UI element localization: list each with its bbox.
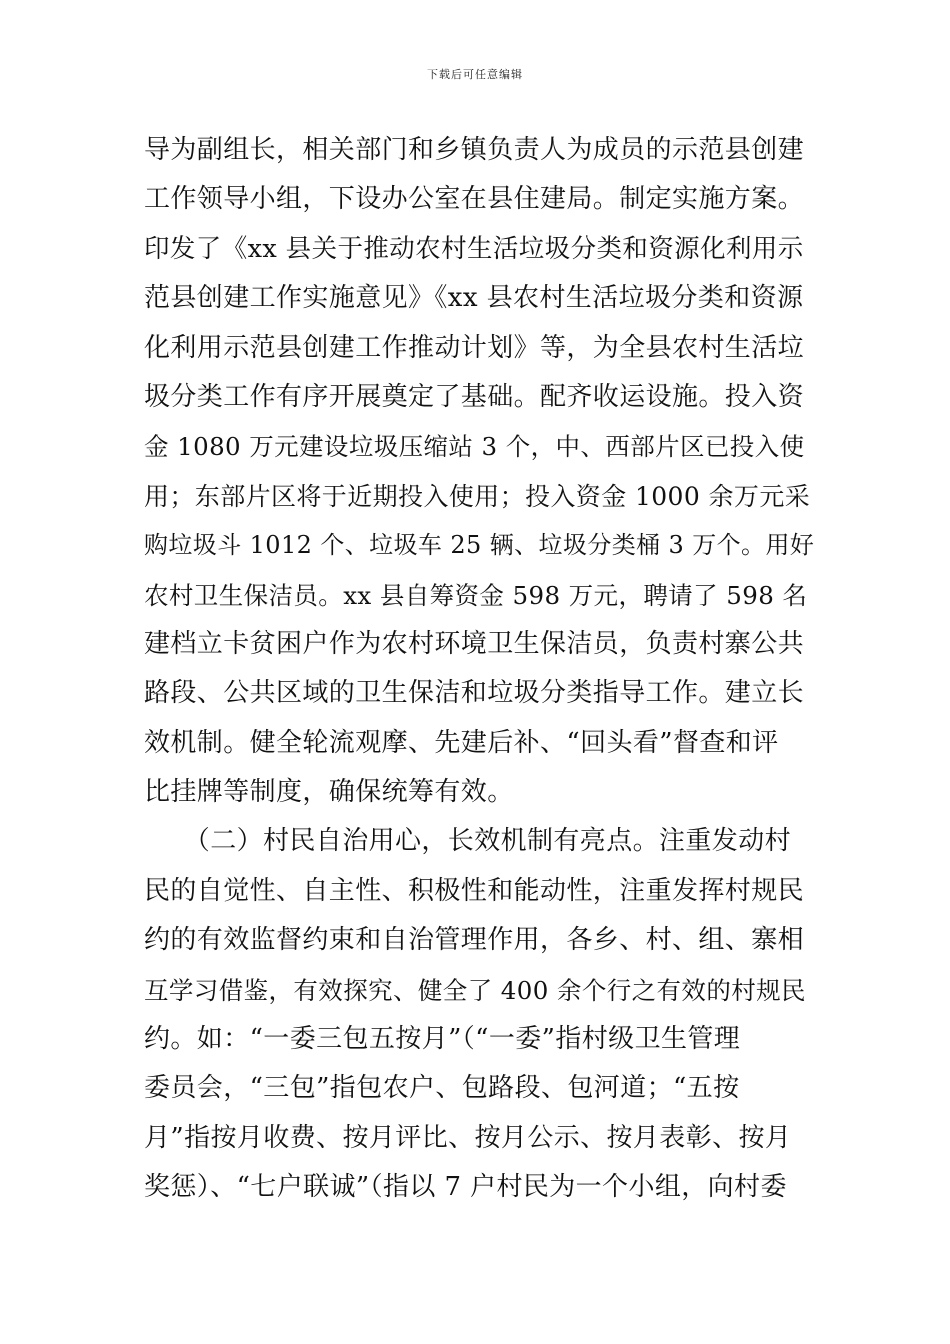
body-line: 圾分类工作有序开展奠定了基础。配齐收运设施。投入资 xyxy=(144,381,805,412)
body-line: 约。如：“一委三包五按月”（“一委”指村级卫生管理 xyxy=(144,1024,741,1055)
body-line: 路段、公共区域的卫生保洁和垃圾分类指导工作。建立长 xyxy=(144,678,805,709)
body-line: 民的自觉性、自主性、积极性和能动性，注重发挥村规民 xyxy=(144,875,805,906)
body-line: 金 1080 万元建设垃圾压缩站 3 个，中、西部片区已投入使 xyxy=(144,432,805,462)
body-line: 用；东部片区将于近期投入使用；投入资金 1000 余万元采 xyxy=(144,481,811,511)
body-line: 效机制。健全轮流观摩、先建后补、“回头看”督查和评 xyxy=(144,727,779,758)
body-line: 互学习借鉴，有效探究、健全了 400 余个行之有效的村规民 xyxy=(144,975,806,1005)
body-line: 约的有效监督约束和自治管理作用，各乡、村、组、寨相 xyxy=(144,925,805,956)
body-line: 农村卫生保洁员。xx 县自筹资金 598 万元，聘请了 598 名 xyxy=(144,580,808,610)
body-line: 建档立卡贫困户作为农村环境卫生保洁员，负责村寨公共 xyxy=(144,628,805,659)
body-line: 月”指按月收费、按月评比、按月公示、按月表彰、按月 xyxy=(144,1122,792,1153)
body-line: 奖惩）、“七户联诚”（指以 7 户村民为一个小组，向村委 xyxy=(144,1172,787,1203)
body-line: 委员会，“三包”指包农户、包路段、包河道；“五按 xyxy=(144,1073,740,1104)
body-line: 范县创建工作实施意见》《xx 县农村生活垃圾分类和资源 xyxy=(144,283,804,314)
body-line: （二）村民自治用心，长效机制有亮点。注重发动村 xyxy=(144,826,792,857)
body-line: 化利用示范县创建工作推动计划》等，为全县农村生活垃 xyxy=(144,332,805,363)
document-body xyxy=(144,126,814,1213)
body-line: 印发了《xx 县关于推动农村生活垃圾分类和资源化利用示 xyxy=(144,233,804,264)
body-line: 导为副组长，相关部门和乡镇负责人为成员的示范县创建 xyxy=(144,135,805,165)
body-line: 比挂牌等制度，确保统筹有效。 xyxy=(144,777,514,808)
body-line: 购垃圾斗 1012 个、垃圾车 25 辆、垃圾分类桶 3 万个。用好 xyxy=(144,531,815,560)
body-line: 工作领导小组，下设办公室在县住建局。制定实施方案。 xyxy=(144,184,805,215)
page-header: 下载后可任意编辑 xyxy=(427,68,523,81)
